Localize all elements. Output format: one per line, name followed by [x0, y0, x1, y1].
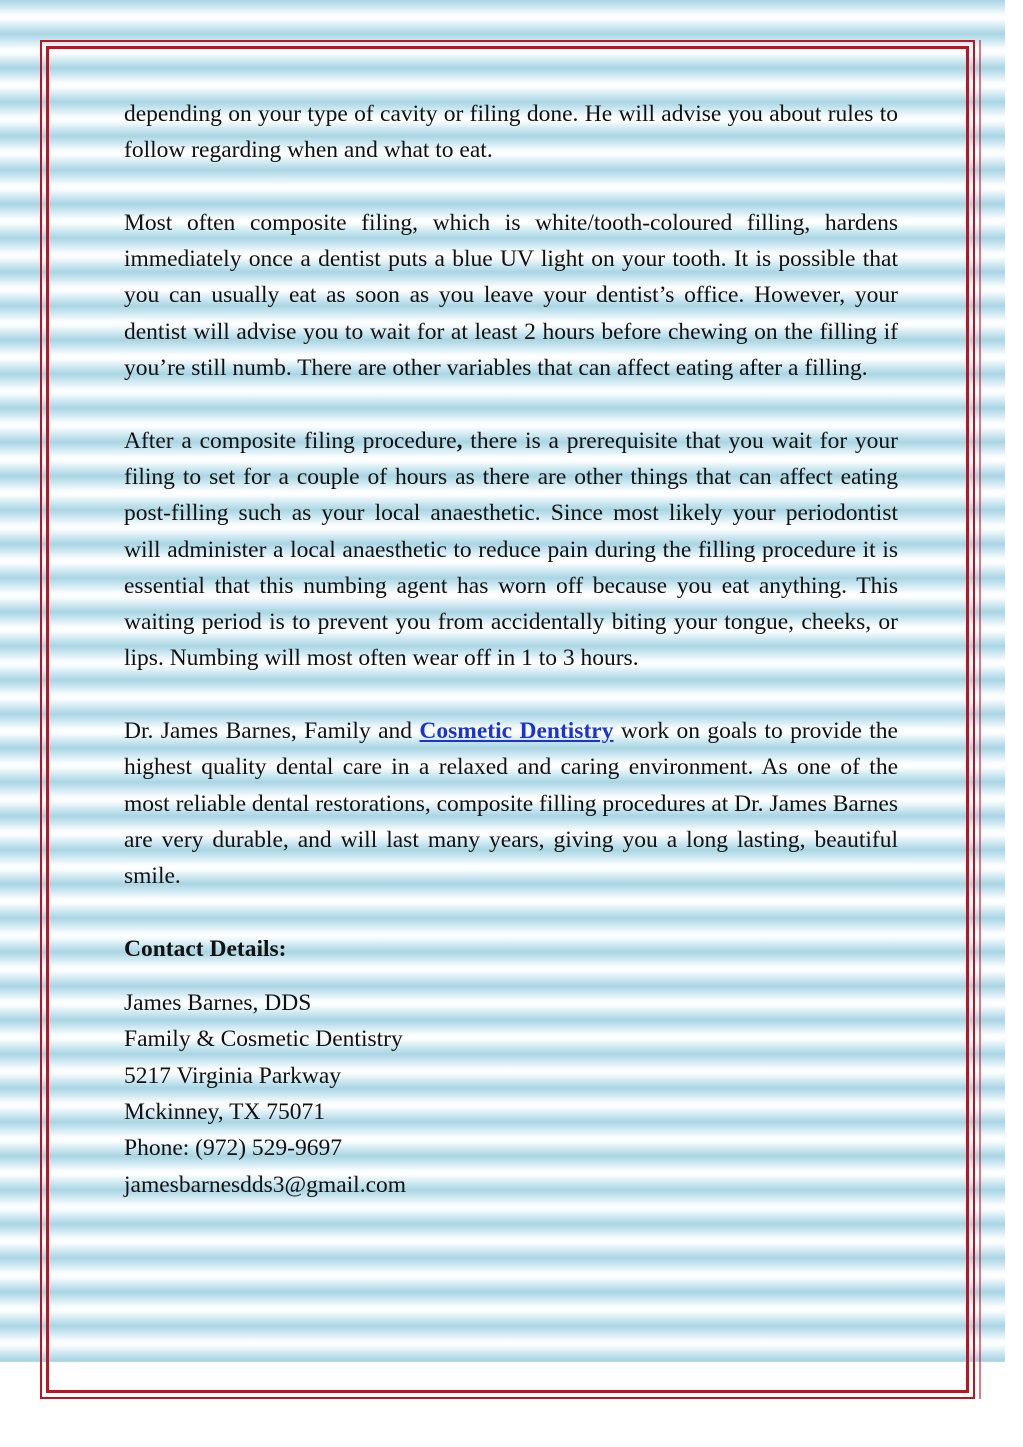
paragraph-about-practice-start: Dr. James Barnes, Family and: [124, 718, 420, 745]
paragraph-waiting-period-rest: there is a prerequisite that you wait for your filing to set for a couple of hours as there are other things that can affect eating post-filling such as your local anaesthetic. Since most likely your periodontist will administer a local anaesthetic to reduce pain during the filling procedure it is essential that this numbing agent has worn off because you eat anything. This waiting period is to prevent you from accidentally biting your tongue, cheeks, or lips. Numbing will most often wear off in 1 to 3 hours.: [124, 427, 899, 672]
paragraph-waiting-period: [124, 423, 898, 677]
contact-practice: Family & Cosmetic Dentistry: [124, 1026, 403, 1053]
paragraph-about-practice: [124, 713, 898, 894]
contact-name: James Barnes, DDS: [124, 990, 312, 1017]
paragraph-composite-filling: Most often composite filing, which is white/tooth-coloured filling, hardens immediately once a dentist puts a blue UV light on your tooth. It is possible that you can usually eat as soon as you leave your dentist’s office. However, your dentist will advise you to wait for at least 2 hours before chewing on the filling if you’re still numb. There are other variables that can affect eating after a filling.: [124, 209, 898, 382]
contact-details-heading: Contact Details:: [124, 935, 287, 962]
contact-street: 5217 Virginia Parkway: [124, 1062, 342, 1089]
paragraph-waiting-period-start: After a composite filing procedure: [124, 427, 457, 454]
contact-details-block: [124, 985, 898, 1203]
document-body: [124, 96, 898, 1203]
page-frame-accent-line: [979, 40, 981, 1399]
cosmetic-dentistry-link[interactable]: Cosmetic Dentistry: [419, 718, 614, 745]
paragraph-eating-rules: depending on your type of cavity or filing done. He will advise you about rules to follow regarding when and what to eat.: [124, 101, 898, 164]
contact-phone: Phone: (972) 529-9697: [124, 1135, 343, 1162]
contact-city: Mckinney, TX 75071: [124, 1099, 326, 1126]
contact-email: jamesbarnesdds3@gmail.com: [124, 1171, 407, 1198]
paragraph-about-practice-rest: work on goals to provide the highest quality dental care in a relaxed and caring environment. As one of the most reliable dental restorations, composite filling procedures at Dr. James Barnes are very durable, and will last many years, giving you a long lasting, beautiful smile.: [124, 718, 898, 890]
bold-comma: ,: [456, 427, 463, 454]
